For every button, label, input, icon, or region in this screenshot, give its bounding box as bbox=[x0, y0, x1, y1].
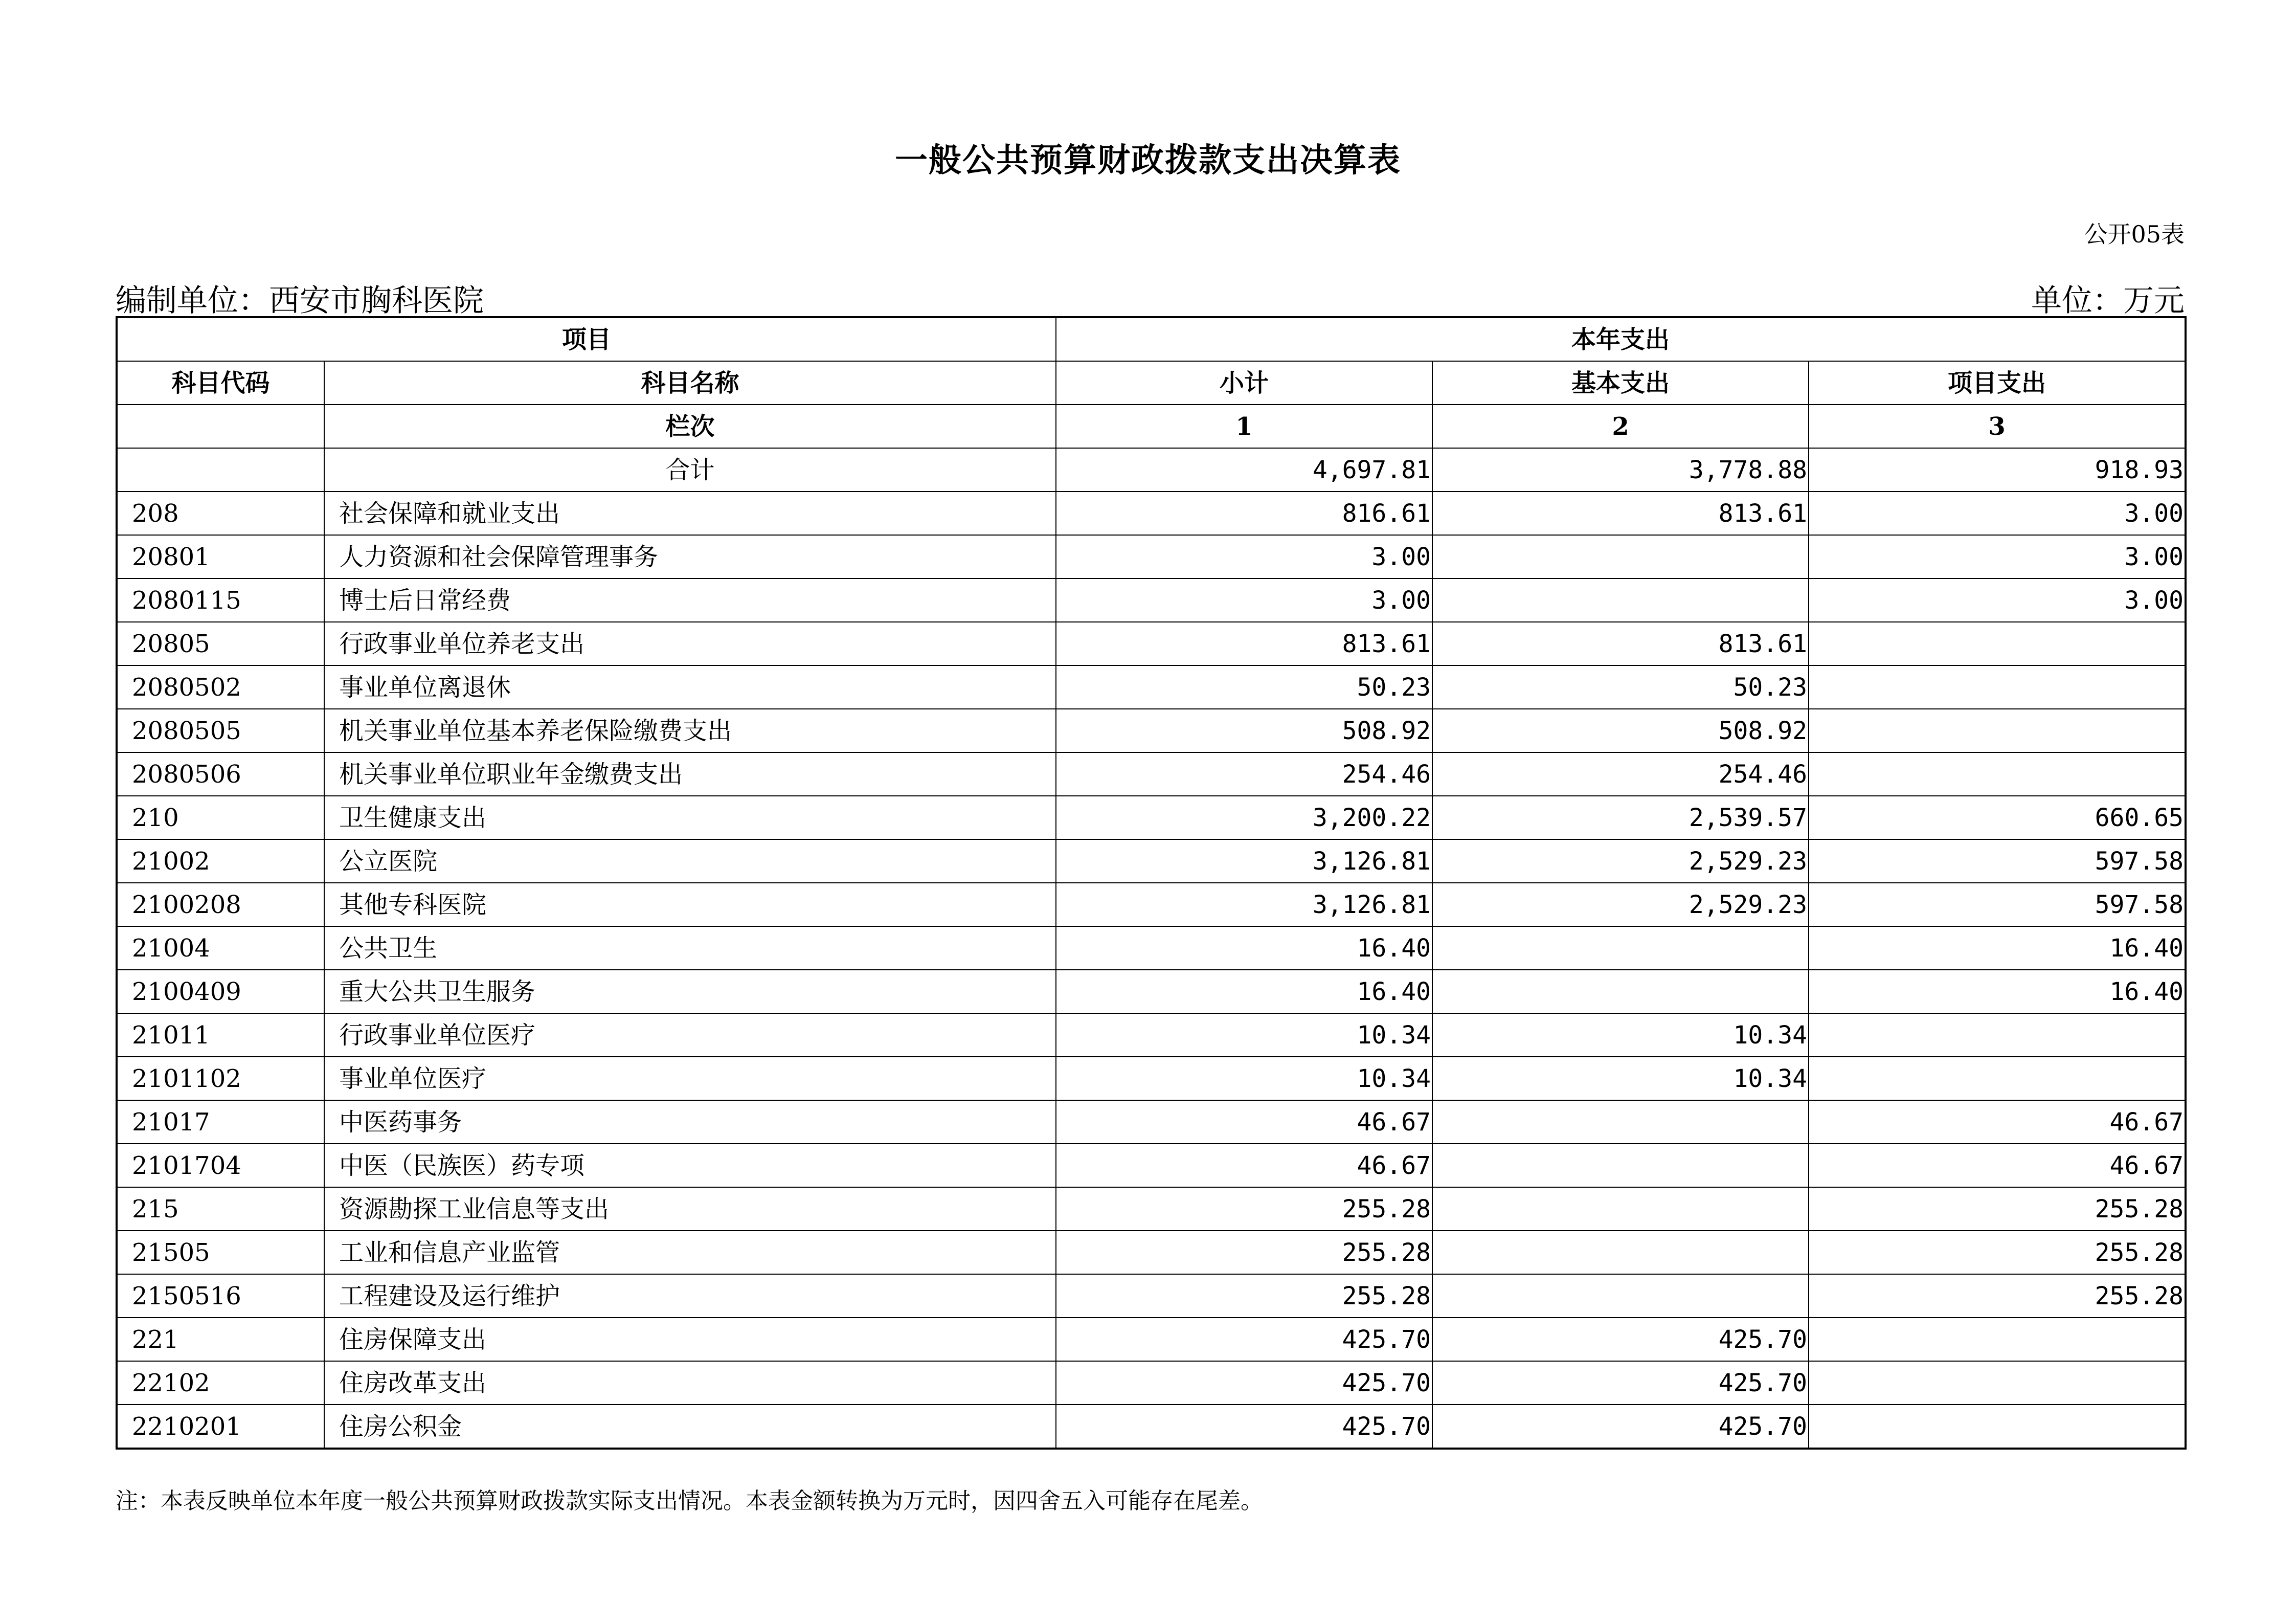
table-row bbox=[117, 1361, 2186, 1405]
cell-basic bbox=[1432, 1231, 1809, 1274]
cell-code: 20801 bbox=[117, 535, 324, 579]
header-name: 科目名称 bbox=[324, 361, 1056, 405]
table-row bbox=[117, 796, 2186, 839]
cell-name: 人力资源和社会保障管理事务 bbox=[324, 535, 1056, 579]
cell-name: 机关事业单位职业年金缴费支出 bbox=[324, 752, 1056, 796]
cell-code: 208 bbox=[117, 492, 324, 535]
cell-subtotal: 46.67 bbox=[1056, 1144, 1432, 1187]
cell-basic bbox=[1432, 1187, 1809, 1231]
table-row bbox=[117, 752, 2186, 796]
cell-subtotal: 3.00 bbox=[1056, 579, 1432, 622]
header-col3: 3 bbox=[1809, 405, 2186, 448]
cell-subtotal: 425.70 bbox=[1056, 1361, 1432, 1405]
cell-project: 16.40 bbox=[1809, 970, 2186, 1013]
cell-basic: 425.70 bbox=[1432, 1318, 1809, 1361]
cell-subtotal: 508.92 bbox=[1056, 709, 1432, 752]
cell-subtotal: 255.28 bbox=[1056, 1187, 1432, 1231]
cell-basic: 425.70 bbox=[1432, 1405, 1809, 1449]
cell-code: 21017 bbox=[117, 1100, 324, 1144]
cell-code: 210 bbox=[117, 796, 324, 839]
cell-name: 其他专科医院 bbox=[324, 883, 1056, 926]
cell-basic bbox=[1432, 535, 1809, 579]
total-row bbox=[117, 448, 2186, 492]
cell-project bbox=[1809, 1057, 2186, 1100]
cell-subtotal: 10.34 bbox=[1056, 1057, 1432, 1100]
table-row bbox=[117, 1187, 2186, 1231]
header-current-year: 本年支出 bbox=[1056, 317, 2186, 361]
cell-name: 社会保障和就业支出 bbox=[324, 492, 1056, 535]
table-row bbox=[117, 839, 2186, 883]
cell-project bbox=[1809, 665, 2186, 709]
table-row bbox=[117, 1013, 2186, 1057]
table-row bbox=[117, 622, 2186, 665]
cell-project: 255.28 bbox=[1809, 1187, 2186, 1231]
table-row bbox=[117, 926, 2186, 970]
header-col1: 1 bbox=[1056, 405, 1432, 448]
cell-basic: 2,539.57 bbox=[1432, 796, 1809, 839]
header-basic: 基本支出 bbox=[1432, 361, 1809, 405]
cell-code: 2101102 bbox=[117, 1057, 324, 1100]
cell-project: 597.58 bbox=[1809, 839, 2186, 883]
cell-name: 机关事业单位基本养老保险缴费支出 bbox=[324, 709, 1056, 752]
cell-subtotal: 50.23 bbox=[1056, 665, 1432, 709]
cell-project: 660.65 bbox=[1809, 796, 2186, 839]
cell-project: 3.00 bbox=[1809, 492, 2186, 535]
cell-basic: 813.61 bbox=[1432, 622, 1809, 665]
cell-project: 255.28 bbox=[1809, 1274, 2186, 1318]
cell-project bbox=[1809, 1013, 2186, 1057]
cell-name: 中医（民族医）药专项 bbox=[324, 1144, 1056, 1187]
cell-name: 住房改革支出 bbox=[324, 1361, 1056, 1405]
page-title: 一般公共预算财政拨款支出决算表 bbox=[895, 141, 1401, 180]
table-row bbox=[117, 1100, 2186, 1144]
cell-code: 215 bbox=[117, 1187, 324, 1231]
cell-name: 住房公积金 bbox=[324, 1405, 1056, 1449]
table-row bbox=[117, 1057, 2186, 1100]
cell-subtotal: 255.28 bbox=[1056, 1274, 1432, 1318]
cell-name: 行政事业单位养老支出 bbox=[324, 622, 1056, 665]
table-row bbox=[117, 1231, 2186, 1274]
cell-name: 公共卫生 bbox=[324, 926, 1056, 970]
header-row-3 bbox=[117, 405, 2186, 448]
cell-basic: 10.34 bbox=[1432, 1013, 1809, 1057]
cell-project bbox=[1809, 622, 2186, 665]
cell-basic: 425.70 bbox=[1432, 1361, 1809, 1405]
cell-project bbox=[1809, 1318, 2186, 1361]
cell-subtotal: 255.28 bbox=[1056, 1231, 1432, 1274]
currency-unit: 单位：万元 bbox=[2031, 283, 2185, 319]
cell-name: 工程建设及运行维护 bbox=[324, 1274, 1056, 1318]
cell-basic: 50.23 bbox=[1432, 665, 1809, 709]
cell-code: 21002 bbox=[117, 839, 324, 883]
cell-subtotal: 16.40 bbox=[1056, 970, 1432, 1013]
cell-basic: 813.61 bbox=[1432, 492, 1809, 535]
header-row-2 bbox=[117, 361, 2186, 405]
cell-name: 住房保障支出 bbox=[324, 1318, 1056, 1361]
cell-subtotal: 16.40 bbox=[1056, 926, 1432, 970]
total-code-blank bbox=[117, 448, 324, 492]
form-number: 公开05表 bbox=[2084, 220, 2185, 248]
cell-basic: 10.34 bbox=[1432, 1057, 1809, 1100]
table-row bbox=[117, 970, 2186, 1013]
cell-name: 事业单位离退休 bbox=[324, 665, 1056, 709]
cell-project: 3.00 bbox=[1809, 535, 2186, 579]
header-blank bbox=[117, 405, 324, 448]
cell-basic bbox=[1432, 1144, 1809, 1187]
cell-subtotal: 254.46 bbox=[1056, 752, 1432, 796]
table-row bbox=[117, 665, 2186, 709]
table-row bbox=[117, 1144, 2186, 1187]
cell-project: 16.40 bbox=[1809, 926, 2186, 970]
cell-project: 255.28 bbox=[1809, 1231, 2186, 1274]
total-project: 918.93 bbox=[1809, 448, 2186, 492]
total-basic: 3,778.88 bbox=[1432, 448, 1809, 492]
cell-code: 20805 bbox=[117, 622, 324, 665]
cell-name: 行政事业单位医疗 bbox=[324, 1013, 1056, 1057]
cell-project bbox=[1809, 752, 2186, 796]
cell-name: 卫生健康支出 bbox=[324, 796, 1056, 839]
header-subtotal: 小计 bbox=[1056, 361, 1432, 405]
expenditure-table bbox=[116, 316, 2187, 1450]
cell-project: 3.00 bbox=[1809, 579, 2186, 622]
cell-code: 22102 bbox=[117, 1361, 324, 1405]
cell-project bbox=[1809, 1361, 2186, 1405]
total-label: 合计 bbox=[324, 448, 1056, 492]
header-row-1 bbox=[117, 317, 2186, 361]
cell-basic: 254.46 bbox=[1432, 752, 1809, 796]
cell-name: 资源勘探工业信息等支出 bbox=[324, 1187, 1056, 1231]
header-column-order: 栏次 bbox=[324, 405, 1056, 448]
compiling-unit: 编制单位：西安市胸科医院 bbox=[116, 283, 484, 319]
cell-code: 2080502 bbox=[117, 665, 324, 709]
table-row bbox=[117, 579, 2186, 622]
header-code: 科目代码 bbox=[117, 361, 324, 405]
cell-basic bbox=[1432, 1100, 1809, 1144]
cell-name: 重大公共卫生服务 bbox=[324, 970, 1056, 1013]
cell-code: 2150516 bbox=[117, 1274, 324, 1318]
cell-code: 221 bbox=[117, 1318, 324, 1361]
cell-code: 21011 bbox=[117, 1013, 324, 1057]
cell-project bbox=[1809, 1405, 2186, 1449]
cell-subtotal: 3,200.22 bbox=[1056, 796, 1432, 839]
table-body bbox=[117, 317, 2186, 1449]
cell-code: 2080506 bbox=[117, 752, 324, 796]
cell-code: 2101704 bbox=[117, 1144, 324, 1187]
cell-subtotal: 3,126.81 bbox=[1056, 839, 1432, 883]
table-row bbox=[117, 1274, 2186, 1318]
cell-subtotal: 425.70 bbox=[1056, 1318, 1432, 1361]
cell-basic bbox=[1432, 970, 1809, 1013]
footnote: 注：本表反映单位本年度一般公共预算财政拨款实际支出情况。本表金额转换为万元时，因四舍五入可能存在尾差。 bbox=[116, 1488, 1263, 1514]
cell-subtotal: 10.34 bbox=[1056, 1013, 1432, 1057]
cell-code: 2100208 bbox=[117, 883, 324, 926]
cell-basic bbox=[1432, 579, 1809, 622]
cell-project: 46.67 bbox=[1809, 1144, 2186, 1187]
cell-code: 21505 bbox=[117, 1231, 324, 1274]
cell-subtotal: 3,126.81 bbox=[1056, 883, 1432, 926]
cell-subtotal: 813.61 bbox=[1056, 622, 1432, 665]
table-row bbox=[117, 492, 2186, 535]
cell-basic: 2,529.23 bbox=[1432, 883, 1809, 926]
cell-project bbox=[1809, 709, 2186, 752]
cell-code: 2210201 bbox=[117, 1405, 324, 1449]
cell-name: 工业和信息产业监管 bbox=[324, 1231, 1056, 1274]
cell-code: 21004 bbox=[117, 926, 324, 970]
table-row bbox=[117, 535, 2186, 579]
total-subtotal: 4,697.81 bbox=[1056, 448, 1432, 492]
header-project: 项目 bbox=[117, 317, 1056, 361]
cell-basic: 508.92 bbox=[1432, 709, 1809, 752]
cell-subtotal: 3.00 bbox=[1056, 535, 1432, 579]
cell-code: 2080115 bbox=[117, 579, 324, 622]
table-row bbox=[117, 709, 2186, 752]
cell-basic bbox=[1432, 1274, 1809, 1318]
cell-name: 公立医院 bbox=[324, 839, 1056, 883]
cell-subtotal: 816.61 bbox=[1056, 492, 1432, 535]
cell-name: 博士后日常经费 bbox=[324, 579, 1056, 622]
table-row bbox=[117, 1405, 2186, 1449]
table-row bbox=[117, 883, 2186, 926]
cell-name: 事业单位医疗 bbox=[324, 1057, 1056, 1100]
cell-subtotal: 46.67 bbox=[1056, 1100, 1432, 1144]
cell-code: 2080505 bbox=[117, 709, 324, 752]
header-project-exp: 项目支出 bbox=[1809, 361, 2186, 405]
header-col2: 2 bbox=[1432, 405, 1809, 448]
cell-basic: 2,529.23 bbox=[1432, 839, 1809, 883]
cell-basic bbox=[1432, 926, 1809, 970]
cell-code: 2100409 bbox=[117, 970, 324, 1013]
cell-subtotal: 425.70 bbox=[1056, 1405, 1432, 1449]
table-row bbox=[117, 1318, 2186, 1361]
cell-project: 597.58 bbox=[1809, 883, 2186, 926]
cell-project: 46.67 bbox=[1809, 1100, 2186, 1144]
cell-name: 中医药事务 bbox=[324, 1100, 1056, 1144]
